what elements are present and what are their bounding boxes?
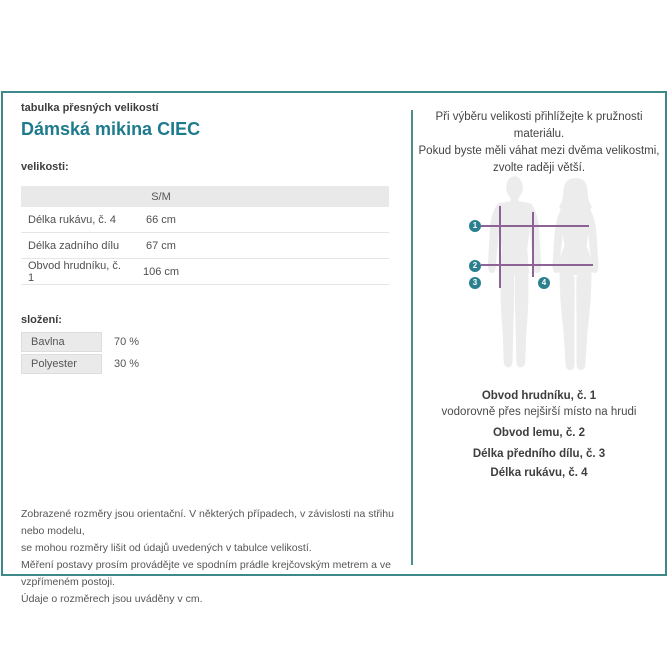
composition-row	[21, 332, 139, 352]
product-title: Dámská mikina CIEC	[21, 119, 201, 139]
disclaimer-line: Údaje o rozměrech jsou uváděny v cm.	[21, 593, 203, 605]
material-percent: 30 %	[114, 358, 140, 370]
composition-row	[21, 354, 139, 374]
size-column-header: S/M	[151, 190, 171, 203]
table-row	[21, 233, 389, 259]
table-row	[21, 259, 389, 285]
note-line: Pokud byste měli váhat mezi dvěma velikostmi,	[418, 145, 660, 157]
front-length-measure-line	[499, 206, 501, 288]
table-eyebrow-label: tabulka přesných velikostí	[21, 102, 159, 114]
measurement-label: Délka rukávu, č. 4	[28, 213, 117, 226]
measurement-value: 66 cm	[146, 213, 176, 226]
measurement-figure	[455, 165, 625, 385]
sizes-section-label: velikosti:	[21, 161, 69, 173]
legend-item: Délka rukávu, č. 4	[490, 467, 588, 479]
composition-table	[21, 332, 139, 376]
legend-item: Obvod lemu, č. 2	[492, 427, 586, 439]
disclaimer-line: se mohou rozměry lišit od údajů uvedených v tabulce velikostí.	[21, 542, 312, 554]
legend-item: Délka předního dílu, č. 3	[472, 448, 606, 460]
chest-measure-line	[481, 225, 589, 227]
sleeve-length-measure-line	[532, 212, 534, 277]
hem-measure-line	[481, 264, 593, 266]
body-silhouette-male-icon	[485, 174, 544, 372]
vertical-divider	[411, 110, 413, 565]
size-table	[21, 186, 389, 285]
disclaimer-line: Měření postavy prosím provádějte ve spodním prádle krejčovským metrem a ve vzpřímeném postoji.	[21, 559, 391, 588]
material-name: Polyester	[21, 354, 102, 374]
measurement-value: 67 cm	[146, 239, 176, 252]
legend-item: Obvod hrudníku, č. 1	[481, 390, 597, 402]
measurement-label: Obvod hrudníku, č. 1	[28, 259, 121, 284]
legend-item-description: vodorovně přes nejširší místo na hrudi	[441, 406, 637, 418]
measure-marker-3: 3	[469, 277, 481, 289]
measurement-legend	[412, 389, 666, 480]
disclaimer-line: Zobrazené rozměry jsou orientační. V některých případech, v závislosti na střihu nebo modelu,	[21, 508, 394, 537]
size-table-header-row	[21, 186, 389, 207]
measurement-label: Délka zadního dílu	[28, 239, 120, 252]
table-row	[21, 207, 389, 233]
note-line: Při výběru velikosti přihlížejte k pružnosti materiálu.	[435, 111, 643, 140]
measurement-value: 106 cm	[142, 265, 180, 278]
measure-marker-4: 4	[538, 277, 550, 289]
note-line: zvolte raději větší.	[492, 162, 586, 174]
material-percent: 70 %	[114, 336, 140, 348]
body-silhouette-female-icon	[550, 176, 601, 372]
measure-marker-1: 1	[469, 220, 481, 232]
material-name: Bavlna	[21, 332, 102, 352]
measure-marker-2: 2	[469, 260, 481, 272]
disclaimer-text	[21, 506, 403, 608]
composition-section-label: složení:	[21, 314, 62, 326]
